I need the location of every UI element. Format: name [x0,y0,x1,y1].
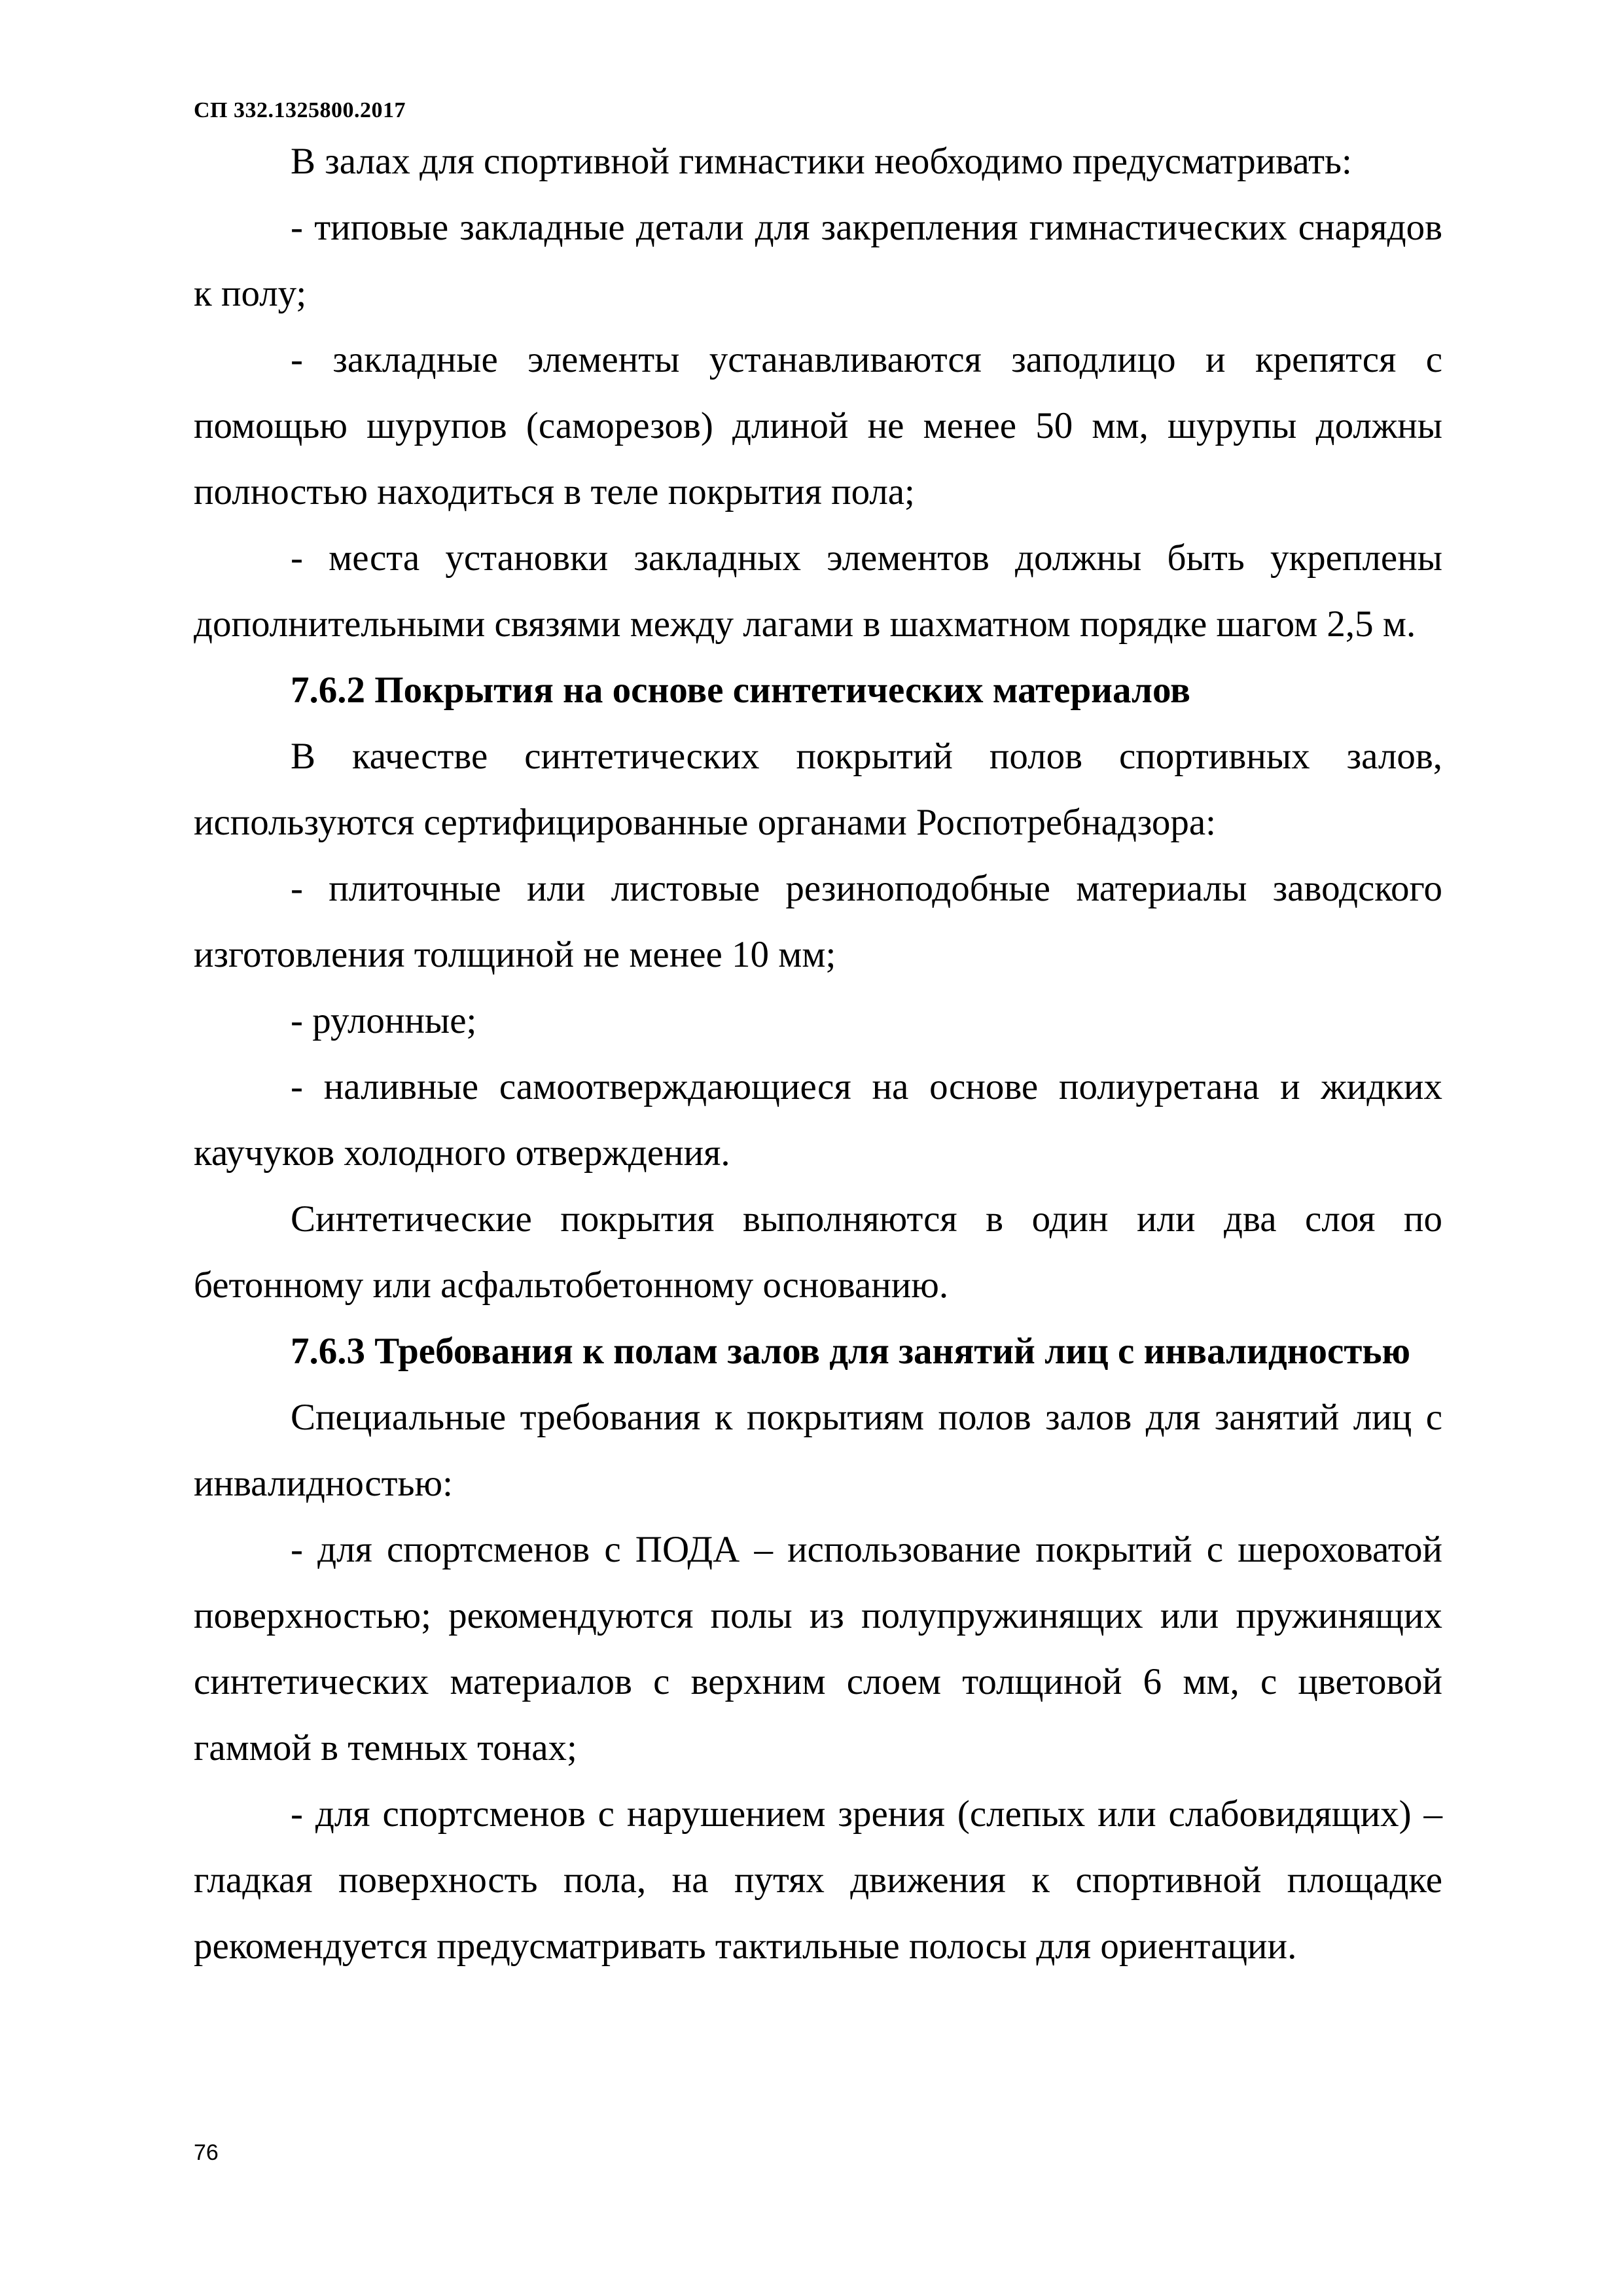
list-item: - рулонные; [291,1000,477,1041]
page-number: 76 [194,2140,219,2165]
list-item: - плиточные или листовые резиноподобные материалы заводского изготовления толщиной не менее 10 мм; [194,868,1442,975]
list-item: - для спортсменов с нарушением зрения (слепых или слабовидящих) – гладкая поверхность пола, на путях движения к спортивной площадке рекомендуется предусматривать тактильные полосы для ориентации. [194,1793,1442,1967]
list-item: - для спортсменов с ПОДА – использование покрытий с шероховатой поверхностью; рекомендуются полы из полупружинящих или пружинящих синтетических материалов с верхним слоем толщиной 6 мм, с цветовой гаммой в темных тонах; [194,1529,1442,1768]
paragraph: Синтетические покрытия выполняются в один или два слоя по бетонному или асфальтобетонному основанию. [194,1198,1442,1306]
section-heading-7-6-3: 7.6.3 Требования к полам залов для занятий лиц с инвалидностью [291,1331,1411,1372]
document-body [194,128,1442,1979]
paragraph: В качестве синтетических покрытий полов спортивных залов, используются сертифицированные органами Роспотребнадзора: [194,736,1442,843]
document-code: СП 332.1325800.2017 [194,98,406,122]
section-heading-7-6-2: 7.6.2 Покрытия на основе синтетических материалов [291,670,1190,711]
paragraph: Специальные требования к покрытиям полов залов для занятий лиц с инвалидностью: [194,1397,1442,1504]
paragraph: В залах для спортивной гимнастики необходимо предусматривать: [291,141,1352,182]
list-item: - типовые закладные детали для закрепления гимнастических снарядов к полу; [194,207,1442,314]
list-item: - наливные самоотверждающиеся на основе полиуретана и жидких каучуков холодного отверждения. [194,1066,1442,1174]
list-item: - закладные элементы устанавливаются заподлицо и крепятся с помощью шурупов (саморезов) длиной не менее 50 мм, шурупы должны полностью находиться в теле покрытия пола; [194,339,1442,512]
list-item: - места установки закладных элементов должны быть укреплены дополнительными связями между лагами в шахматном порядке шагом 2,5 м. [194,537,1442,645]
